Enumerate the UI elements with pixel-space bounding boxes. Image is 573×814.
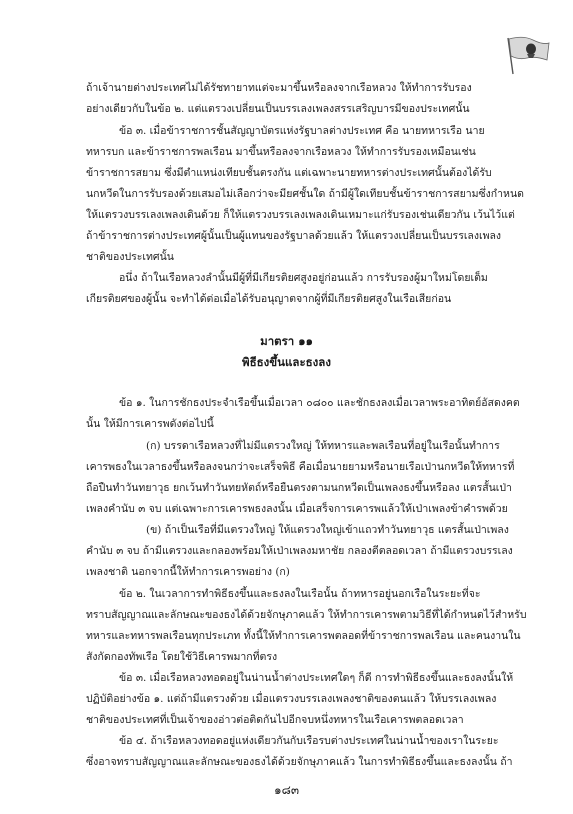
text-line: ชาติของประเทศที่เป็นเจ้าของอ่าวต่อติดกันไปอีกจบหนึ่งทหารในเรือเคารพตลอดเวลา: [86, 714, 464, 726]
text-line: นั้น ให้มีการเคารพดังต่อไปนี้: [86, 418, 214, 430]
text-line: เพลงชาติ นอกจากนี้ให้ทำการเคารพอย่าง (ก): [86, 566, 290, 578]
paragraph-sub-a: [86, 436, 514, 520]
text-line: ทหารและทหารพลเรือนทุกประเภท ทั้งนี้ให้ทำการเคารพตลอดที่ข้าราชการพลเรือน และคนงานใน: [86, 630, 521, 642]
text-line: เกียรติยศของผู้นั้น จะทำได้ต่อเมื่อได้รับอนุญาตจากผู้ที่มีเกียรติยศสูงในเรือเสียก่อน: [86, 293, 452, 305]
paragraph-flag-clause-1: [86, 393, 520, 435]
text-line: ถือปืนทำวันทยาวุธ ยกเว้นทำวันทยหัตถ์หรือยืนตรงตามนกหวีดเป็นเพลงธงขึ้นหรือลง แตรสั้นเป่า: [86, 482, 512, 494]
text-line: เพลงคำนับ ๓ จบ แต่เฉพาะการเคารพธงลงนั้น เมื่อเสร็จการเคารพแล้วให้เป่าเพลงข้าคำรพด้วย: [86, 503, 508, 515]
thai-flag-emblem-icon: [505, 34, 551, 76]
text-line: คำนับ ๓ จบ ถ้ามีแตรวงและกลองพร้อมให้เป่าเพลงมหาชัย กลองตีตลอดเวลา ถ้ามีแตรวงบรรเลง: [86, 545, 513, 557]
text-line: ทหารบก และข้าราชการพลเรือน มาขึ้นหรือลงจากเรือหลวง ให้ทำการรับรองเหมือนเช่น: [86, 146, 476, 158]
text-line: ทราบสัญญาณและลักษณะของธงได้ด้วยจักษุภาคแล้ว ให้ทำการเคารพตามวิธีที่ได้กำหนดไว้สำหรับ: [86, 609, 527, 621]
text-line: ถ้าข้าราชการต่างประเทศผู้นั้นเป็นผู้แทนของรัฐบาลด้วยแล้ว ให้แตรวงเปลี่ยนเป็นบรรเลงเพลง: [86, 230, 502, 242]
text-line: ชาติของประเทศนั้น: [86, 251, 174, 263]
text-line: เคารพธงในเวลาธงขึ้นหรือลงจนกว่าจะเสร็จพิธี คือเมื่อนายยามหรือนายเรือเป่านกหวีดให้ทหารที่: [86, 461, 515, 473]
text-line: ปฏิบัติอย่างข้อ ๑. แต่ถ้ามีแตรวงด้วย เมื่อแตรวงบรรเลงเพลงชาติของตนแล้ว ให้บรรเลงเพลง: [86, 693, 497, 705]
text-line: ข้อ ๑. ในการชักธงประจำเรือขึ้นเมื่อเวลา ๐๘๐๐ และชักธงลงเมื่อเวลาพระอาทิตย์อัสดงคต: [119, 397, 520, 409]
text-line: ข้าราชการสยาม ซึ่งมีตำแหน่งเทียบชั้นตรงกัน แต่เฉพาะนายทหารต่างประเทศนั้นต้องได้รับ: [86, 167, 492, 179]
text-line: ให้แตรวงบรรเลงเพลงเดินด้วย ก็ให้แตรวงบรรเลงเพลงเดินเหมาะแก่รับรองเช่นเดียวกัน เว้นไว้แต่: [86, 209, 515, 221]
paragraph-flag-clause-4: [86, 731, 513, 773]
text-line: ข้อ ๓. เมื่อข้าราชการชั้นสัญญาบัตรแห่งรัฐบาลต่างประเทศ คือ นายทหารเรือ นาย: [119, 125, 485, 137]
paragraph-flag-clause-3: [86, 668, 513, 731]
text-line: ข้อ ๒. ในเวลาการทำพิธีธงขึ้นและธงลงในเรือนั้น ถ้าทหารอยู่นอกเรือในระยะที่จะ: [119, 588, 481, 600]
text-line: ข้อ ๓. เมื่อเรือหลวงทอดอยู่ในน่านน้ำต่างประเทศใดๆ ก็ดี การทำพิธีธงขึ้นและธงลงนั้นให้: [119, 672, 514, 684]
text-line: (ข) ถ้าเป็นเรือที่มีแตรวงใหญ่ ให้แตรวงใหญ่เข้าแถวทำวันทยาวุธ แตรสั้นเป่าเพลง: [146, 524, 509, 536]
text-line: สังกัดกองทัพเรือ โดยใช้วิธีเคารพมากที่ตรง: [86, 651, 278, 663]
text-line: ซึ่งอาจทราบสัญญาณและลักษณะของธงได้ด้วยจักษุภาคแล้ว ในการทำพิธีธงขึ้นและธงลงนั้น ถ้า: [86, 756, 513, 768]
text-line: (ก) บรรดาเรือหลวงที่ไม่มีแตรวงใหญ่ ให้ทหารและพลเรือนที่อยู่ในเรือนั้นทำการ: [146, 440, 500, 452]
text-line: ข้อ ๔. ถ้าเรือหลวงทอดอยู่แห่งเดียวกันกับเรือรบต่างประเทศในน่านน้ำของเราในระยะ: [119, 735, 499, 747]
section-title: พิธีธงขึ้นและธงลง: [242, 355, 331, 369]
paragraph-flag-clause-2: [86, 584, 527, 668]
paragraph-sub-b: [86, 520, 513, 583]
text-line: อย่างเดียวกับในข้อ ๒. แต่แตรวงเปลี่ยนเป็นบรรเลงเพลงสรรเสริญบารมีของประเทศนั้น: [86, 103, 470, 115]
section-number: มาตรา ๑๑: [260, 334, 313, 348]
text-line: นกหวีดในการรับรองด้วยเสมอไม่เลือกว่าจะมียศชั้นใด ถ้ามีผู้ใดเทียบชั้นข้าราชการสยามซึ่งกำหนด: [86, 188, 524, 200]
text-line: อนึ่ง ถ้าในเรือหลวงลำนั้นมีผู้ที่มีเกียรติยศสูงอยู่ก่อนแล้ว การรับรองผู้มาใหม่โดยเต็ม: [119, 272, 488, 284]
text-line: ถ้าเจ้านายต่างประเทศไม่ได้รัชทายาทแต่จะมาขึ้นหรือลงจากเรือหลวง ให้ทำการรับรอง: [86, 82, 472, 94]
paragraph-foreign-royalty: [86, 78, 472, 120]
paragraph-note: [86, 268, 488, 310]
page-number: ๑๘๓: [273, 783, 300, 797]
paragraph-clause-3: [86, 121, 524, 268]
